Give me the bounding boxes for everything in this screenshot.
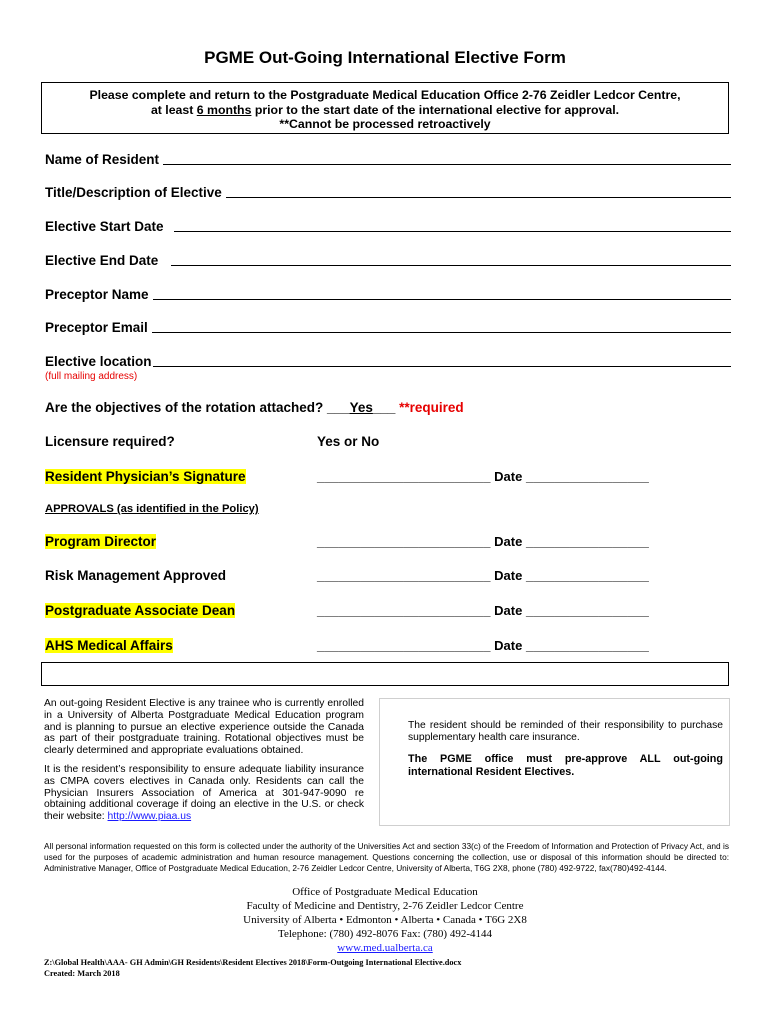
date-line[interactable]: _________________ — [525, 469, 649, 484]
six-months-emphasis: 6 months — [196, 102, 252, 117]
location-hint: (full mailing address) — [45, 371, 138, 382]
piaa-link[interactable]: http://www.piaa.us — [107, 811, 192, 823]
date-label: Date — [494, 568, 523, 583]
answer-underscore: ___ — [323, 400, 350, 415]
date-line[interactable]: _________________ — [525, 638, 649, 653]
elective-location-field[interactable] — [45, 354, 731, 369]
office-website-link[interactable]: www.med.ualberta.ca — [337, 942, 433, 954]
approval-label-text: AHS Medical Affairs — [45, 638, 173, 653]
office-name: Office of Postgraduate Medical Education — [292, 886, 478, 898]
liability-paragraph — [44, 764, 364, 823]
info-left-column — [44, 698, 364, 823]
field-input-line[interactable] — [153, 299, 731, 300]
field-input-line[interactable] — [226, 197, 731, 198]
associate-dean-label — [45, 603, 235, 618]
date-line[interactable]: _________________ — [525, 534, 649, 549]
document-footer — [44, 957, 461, 979]
program-director-signature-row[interactable] — [317, 534, 649, 549]
office-address — [0, 885, 770, 955]
field-input-line[interactable] — [174, 231, 731, 232]
created-date: Created: March 2018 — [44, 969, 120, 978]
ahs-medical-affairs-signature-row[interactable] — [317, 638, 649, 653]
resident-signature-row[interactable] — [317, 469, 649, 484]
associate-dean-signature-row[interactable] — [317, 603, 649, 618]
field-input-line[interactable] — [153, 366, 731, 367]
office-location: University of Alberta • Edmonton • Alberta • Canada • T6G 2X8 — [243, 914, 527, 926]
file-path: Z:\Global Health\AAA- GH Admin\GH Residents\Resident Electives 2018\Form-Outgoing International Elective.docx — [44, 958, 462, 967]
field-label: Elective location — [45, 354, 152, 369]
field-input-line[interactable] — [152, 332, 731, 333]
instructions-line-1: Please complete and return to the Postgraduate Medical Education Office 2-76 Zeidler Ledcor Centre, — [89, 88, 681, 102]
elective-end-date-field[interactable] — [45, 253, 731, 268]
pre-approve-notice: The PGME office must pre-approve ALL out-going international Resident Electives. — [408, 753, 723, 778]
signature-line[interactable]: ________________________ — [317, 638, 491, 653]
date-line[interactable]: _________________ — [525, 568, 649, 583]
office-faculty: Faculty of Medicine and Dentistry, 2-76 Zeidler Ledcor Centre — [246, 900, 524, 912]
ahs-medical-affairs-label — [45, 638, 173, 653]
field-label: Name of Resident — [45, 152, 160, 167]
instructions-line-3: **Cannot be processed retroactively — [279, 117, 491, 131]
form-title: PGME Out-Going International Elective Form — [204, 48, 566, 67]
field-label: Title/Description of Elective — [45, 185, 222, 200]
field-input-line[interactable] — [171, 265, 731, 266]
approvals-heading: APPROVALS (as identified in the Policy) — [45, 503, 259, 515]
instructions-text: at least — [150, 102, 197, 117]
approval-label-text: Postgraduate Associate Dean — [45, 603, 236, 618]
signature-line[interactable]: ________________________ — [317, 469, 491, 484]
separator-box — [41, 662, 729, 686]
signature-line[interactable]: ________________________ — [317, 568, 491, 583]
field-input-line[interactable] — [163, 164, 731, 165]
elective-title-field[interactable] — [45, 185, 731, 200]
instructions-line-2 — [42, 103, 728, 118]
field-label: Elective Start Date — [45, 219, 164, 234]
licensure-question: Licensure required? — [45, 434, 175, 449]
field-label: Preceptor Email — [45, 320, 148, 335]
objectives-answer[interactable]: Yes — [349, 400, 373, 415]
elective-start-date-field[interactable] — [45, 219, 731, 234]
objectives-question: Are the objectives of the rotation attached? — [45, 400, 324, 415]
date-label: Date — [494, 469, 523, 484]
date-label: Date — [494, 603, 523, 618]
instructions-text: prior to the start date of the international elective for approval. — [251, 102, 620, 117]
answer-underscore: ___ — [372, 400, 400, 415]
approval-label-text: Program Director — [45, 534, 157, 549]
risk-management-label: Risk Management Approved — [45, 568, 227, 583]
date-label: Date — [494, 534, 523, 549]
privacy-statement: All personal information requested on this form is collected under the authority of the Universities Act and section 33(c) of the Freedom of Information and Protection of Privacy Act, and is used for the purposes of academic administration and human resource management. Questions concerning the collection, use or disposal of this information should be directed to: Administrative Manager, Office of Postgraduate Medical Education, 2-76 Zeidler Ledcor Centre, University of Alberta, T6G 2X8, phone (780) 492-9722, fax(780)492-4144. — [44, 841, 729, 873]
office-contact: Telephone: (780) 492-8076 Fax: (780) 492-4144 — [278, 928, 492, 940]
signature-line[interactable]: ________________________ — [317, 603, 491, 618]
date-line[interactable]: _________________ — [525, 603, 649, 618]
preceptor-name-field[interactable] — [45, 287, 731, 302]
program-director-label — [45, 534, 156, 549]
preceptor-email-field[interactable] — [45, 320, 731, 335]
info-right-box — [379, 698, 730, 826]
liability-text: It is the resident’s responsibility to ensure adequate liability insurance as CMPA covers electives in Canada only. Residents can call the Physician Insurers Association of America at 301-947-9090 re obtaining additional coverage if doing an elective in the U.S. or check their website: — [44, 763, 364, 823]
field-label: Elective End Date — [45, 253, 159, 268]
objectives-row — [45, 400, 464, 415]
field-label: Preceptor Name — [45, 287, 149, 302]
date-label: Date — [494, 638, 523, 653]
signature-line[interactable]: ________________________ — [317, 534, 491, 549]
licensure-answer[interactable]: Yes or No — [317, 434, 380, 449]
insurance-reminder: The resident should be reminded of their responsibility to purchase supplementary health care insurance. — [408, 720, 723, 743]
risk-management-signature-row[interactable] — [317, 568, 649, 583]
elective-definition-paragraph: An out-going Resident Elective is any trainee who is currently enrolled in a University of Alberta Postgraduate Medical Education program and is planning to pursue an elective experience outside the Canada as part of their postgraduate training. Rotational objectives must be clearly determined and appropriate evaluations obtained. — [44, 698, 364, 757]
instructions-box — [41, 82, 729, 134]
name-of-resident-field[interactable] — [45, 152, 731, 167]
resident-signature-text: Resident Physician’s Signature — [45, 469, 246, 484]
resident-signature-label — [45, 469, 246, 484]
required-marker: **required — [399, 400, 464, 415]
